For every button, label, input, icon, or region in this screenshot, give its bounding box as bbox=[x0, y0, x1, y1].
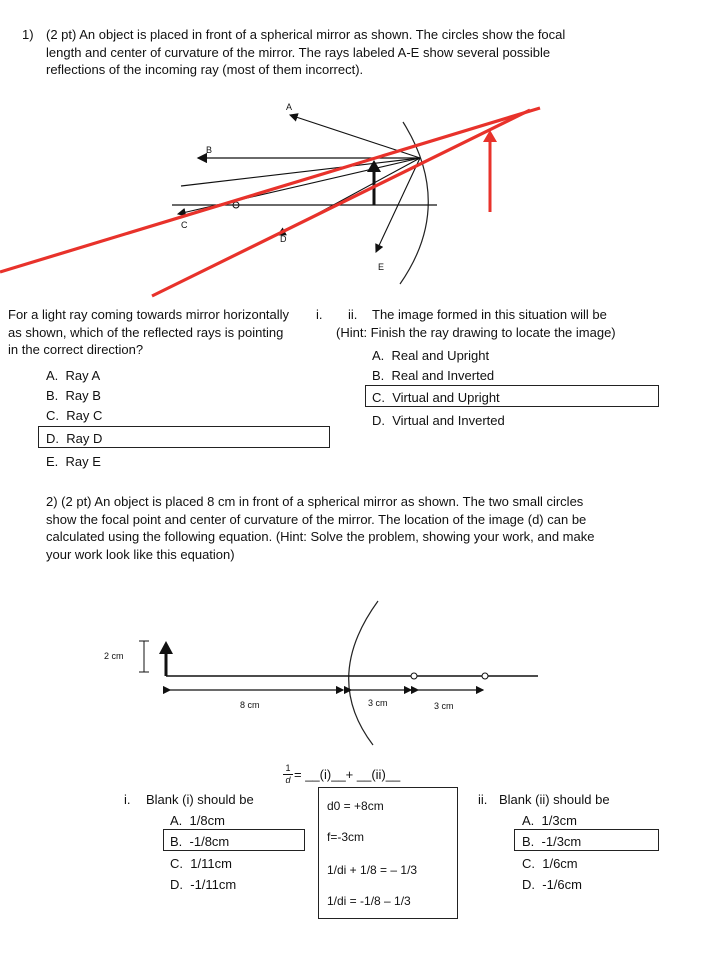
q1-number: 1) bbox=[22, 27, 34, 42]
q1-part-ii-line-2: (Hint: Finish the ray drawing to locate the image) bbox=[336, 324, 616, 340]
q2-i-option-b[interactable] bbox=[170, 833, 229, 850]
q1-ray-label-b: B bbox=[206, 145, 213, 155]
option-letter: D. bbox=[522, 877, 535, 892]
option-letter: A. bbox=[46, 368, 59, 383]
q1-part-i-line-1: For a light ray coming towards mirror horizontally bbox=[8, 307, 290, 322]
q1-part-i-line-3: in the correct direction? bbox=[8, 342, 144, 357]
q2-label-3cm-b: 3 cm bbox=[434, 701, 454, 711]
option-letter: C. bbox=[372, 390, 385, 405]
q1-ray-label-d: D bbox=[280, 234, 287, 244]
option-letter: D. bbox=[170, 877, 183, 892]
option-letter: E. bbox=[46, 454, 59, 469]
option-letter: B. bbox=[170, 834, 183, 849]
q2-height-label: 2 cm bbox=[104, 651, 124, 661]
q2-label-3cm-a: 3 cm bbox=[368, 698, 388, 708]
q1-ray-label-c: C bbox=[181, 220, 188, 230]
option-text: Ray D bbox=[66, 431, 103, 446]
fraction-denominator: d bbox=[285, 775, 291, 785]
q2-blank-i-label: i. bbox=[124, 792, 131, 807]
option-text: -1/8cm bbox=[189, 834, 230, 849]
option-letter: D. bbox=[372, 413, 385, 428]
option-letter: C. bbox=[522, 856, 535, 871]
q1-ray-label-a: A bbox=[286, 102, 293, 112]
q2-ii-option-d[interactable] bbox=[522, 876, 582, 893]
option-text: Virtual and Inverted bbox=[392, 413, 505, 428]
option-text: 1/3cm bbox=[541, 813, 577, 828]
q1-ray-label-e: E bbox=[378, 262, 385, 272]
q2-focal-point bbox=[411, 673, 417, 679]
option-text: Real and Inverted bbox=[391, 368, 495, 383]
work-line-4: 1/di = -1/8 – 1/3 bbox=[327, 894, 411, 908]
option-text: Ray A bbox=[65, 368, 101, 383]
option-letter: A. bbox=[170, 813, 183, 828]
option-letter: B. bbox=[522, 834, 535, 849]
q2-blank-ii-title: Blank (ii) should be bbox=[499, 792, 610, 807]
q2-i-option-c[interactable] bbox=[170, 855, 232, 872]
q2-center-curvature bbox=[482, 673, 488, 679]
option-letter: C. bbox=[170, 856, 183, 871]
option-text: Ray C bbox=[66, 408, 103, 423]
q2-line-2: show the focal point and center of curvature of the mirror. The location of the image (d) can be bbox=[46, 511, 587, 527]
q2-line-4: your work look like this equation) bbox=[46, 546, 235, 562]
q1-line-2: length and center of curvature of the mirror. The rays labeled A-E show several possible bbox=[46, 44, 551, 60]
q2-i-option-a[interactable] bbox=[170, 812, 225, 829]
q2-label-8cm: 8 cm bbox=[240, 700, 260, 710]
q1-part-i-label: i. bbox=[316, 307, 323, 322]
q2-blank-ii-label: ii. bbox=[478, 792, 488, 807]
option-text: -1/3cm bbox=[541, 834, 582, 849]
q2-mirror-arc bbox=[349, 601, 378, 745]
q1-part-i-line-2: as shown, which of the reflected rays is pointing bbox=[8, 324, 284, 340]
q2-line-3: calculated using the following equation. (Hint: Solve the problem, showing your work, and make bbox=[46, 529, 595, 544]
option-text: Virtual and Upright bbox=[392, 390, 500, 405]
work-line-1: d0 = +8cm bbox=[327, 799, 384, 813]
q2-work-box bbox=[318, 787, 458, 919]
option-text: Ray E bbox=[65, 454, 101, 469]
option-text: 1/8cm bbox=[189, 813, 225, 828]
q2-equation-rhs: = __(i)__+ __(ii)__ bbox=[294, 767, 401, 782]
q1-part-ii-label: ii. bbox=[348, 307, 358, 322]
q1-line-3: reflections of the incoming ray (most of them incorrect). bbox=[46, 62, 364, 77]
q2-ii-option-a[interactable] bbox=[522, 812, 577, 829]
q2-blank-i-title: Blank (i) should be bbox=[146, 792, 254, 807]
q2-i-option-d[interactable] bbox=[170, 876, 236, 893]
q2-equation-fraction bbox=[283, 764, 293, 785]
work-line-2: f=-3cm bbox=[327, 830, 365, 844]
option-letter: B. bbox=[46, 388, 59, 403]
option-letter: A. bbox=[372, 348, 385, 363]
option-text: Ray B bbox=[65, 388, 101, 403]
option-text: 1/11cm bbox=[190, 856, 232, 871]
q2-ii-option-c[interactable] bbox=[522, 855, 578, 872]
option-letter: C. bbox=[46, 408, 59, 423]
option-letter: B. bbox=[372, 368, 385, 383]
q2-line-1: 2) (2 pt) An object is placed 8 cm in front of a spherical mirror as shown. The two small circles bbox=[46, 494, 584, 509]
q1-line-1: (2 pt) An object is placed in front of a spherical mirror as shown. The circles show the focal bbox=[46, 27, 566, 42]
q2-ii-option-b[interactable] bbox=[522, 833, 581, 850]
option-letter: A. bbox=[522, 813, 535, 828]
q1-part-ii-line-1: The image formed in this situation will be bbox=[372, 307, 607, 322]
option-text: Real and Upright bbox=[391, 348, 490, 363]
fraction-numerator: 1 bbox=[285, 763, 291, 773]
option-text: -1/6cm bbox=[542, 877, 582, 892]
option-letter: D. bbox=[46, 431, 59, 446]
work-line-3: 1/di + 1/8 = – 1/3 bbox=[327, 863, 418, 877]
option-text: -1/11cm bbox=[190, 877, 237, 892]
option-text: 1/6cm bbox=[542, 856, 578, 871]
